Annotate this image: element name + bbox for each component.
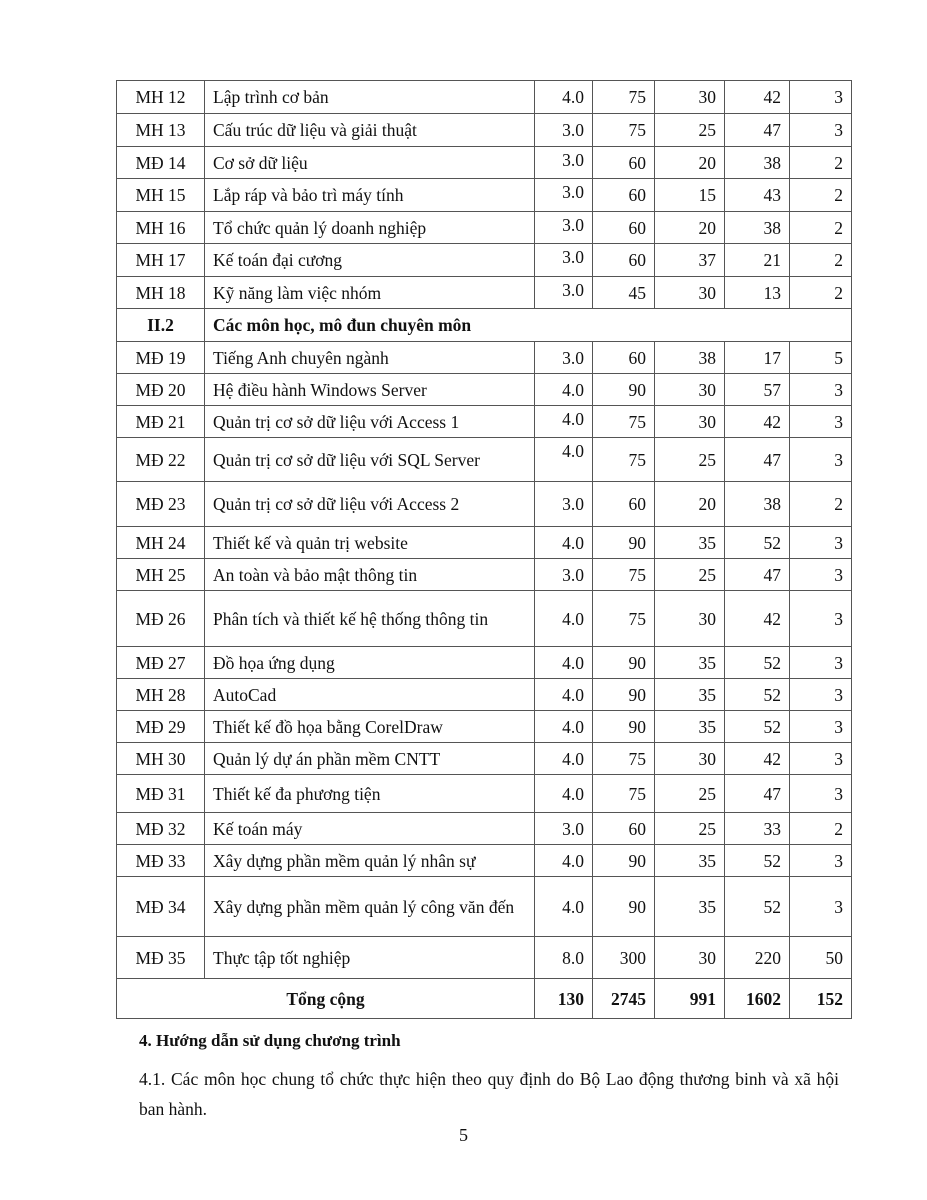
- cell-practice: 42: [725, 406, 790, 438]
- cell-exam: 3: [790, 679, 852, 711]
- cell-theory: 30: [655, 81, 725, 114]
- cell-total: 75: [593, 559, 655, 591]
- cell-name: Lắp ráp và bảo trì máy tính: [205, 179, 535, 212]
- cell-name: Kỹ năng làm việc nhóm: [205, 277, 535, 309]
- cell-theory: 35: [655, 877, 725, 937]
- cell-theory: 30: [655, 374, 725, 406]
- cell-exam: 3: [790, 743, 852, 775]
- cell-practice: 17: [725, 342, 790, 374]
- cell-practice: 33: [725, 813, 790, 845]
- table-row: [117, 711, 852, 743]
- table-row: [117, 647, 852, 679]
- cell-practice: 42: [725, 591, 790, 647]
- cell-theory: 25: [655, 813, 725, 845]
- cell-name: Quản lý dự án phần mềm CNTT: [205, 743, 535, 775]
- cell-total: 75: [593, 775, 655, 813]
- cell-credits: 3.0: [535, 147, 593, 179]
- cell-credits: 3.0: [535, 482, 593, 527]
- cell-code: MH 13: [117, 114, 205, 147]
- cell-exam: 2: [790, 813, 852, 845]
- table-row: [117, 527, 852, 559]
- section-heading: 4. Hướng dẫn sử dụng chương trình: [139, 1031, 401, 1050]
- cell-exam: 3: [790, 647, 852, 679]
- cell-code: MĐ 22: [117, 438, 205, 482]
- cell-name: Phân tích và thiết kế hệ thống thông tin: [205, 591, 535, 647]
- table-row: [117, 775, 852, 813]
- cell-exam: 3: [790, 559, 852, 591]
- cell-theory: 20: [655, 212, 725, 244]
- cell-credits: 4.0: [535, 438, 593, 482]
- cell-exam: 3: [790, 438, 852, 482]
- table-row: [117, 179, 852, 212]
- cell-credits: 3.0: [535, 244, 593, 277]
- cell-practice: 38: [725, 212, 790, 244]
- cell-total: 90: [593, 374, 655, 406]
- cell-code: MĐ 34: [117, 877, 205, 937]
- section-paragraph: 4.1. Các môn học chung tổ chức thực hiện theo quy định do Bộ Lao động thương binh và xã hội ban hành.: [139, 1069, 839, 1119]
- table-row: [117, 406, 852, 438]
- cell-practice: 52: [725, 679, 790, 711]
- cell-code: MĐ 19: [117, 342, 205, 374]
- cell-name: An toàn và bảo mật thông tin: [205, 559, 535, 591]
- cell-total: 75: [593, 743, 655, 775]
- cell-code: MĐ 14: [117, 147, 205, 179]
- cell-name: Đồ họa ứng dụng: [205, 647, 535, 679]
- cell-practice: 47: [725, 438, 790, 482]
- cell-code: MĐ 33: [117, 845, 205, 877]
- cell-credits: 3.0: [535, 114, 593, 147]
- cell-name: AutoCad: [205, 679, 535, 711]
- total-practice: 1602: [725, 979, 790, 1019]
- cell-theory: 38: [655, 342, 725, 374]
- cell-total: 75: [593, 438, 655, 482]
- cell-practice: 47: [725, 559, 790, 591]
- table-row: [117, 877, 852, 937]
- cell-total: 90: [593, 647, 655, 679]
- table-row: [117, 212, 852, 244]
- cell-exam: 3: [790, 114, 852, 147]
- cell-practice: 52: [725, 877, 790, 937]
- cell-credits: 4.0: [535, 591, 593, 647]
- cell-exam: 2: [790, 179, 852, 212]
- cell-credits: 4.0: [535, 647, 593, 679]
- cell-theory: 15: [655, 179, 725, 212]
- cell-practice: 13: [725, 277, 790, 309]
- cell-practice: 52: [725, 711, 790, 743]
- cell-theory: 25: [655, 559, 725, 591]
- cell-total: 60: [593, 813, 655, 845]
- cell-practice: 220: [725, 937, 790, 979]
- cell-total: 90: [593, 845, 655, 877]
- cell-code: MH 30: [117, 743, 205, 775]
- cell-name: Thiết kế đồ họa bằng CorelDraw: [205, 711, 535, 743]
- table-row: [117, 679, 852, 711]
- cell-theory: 35: [655, 679, 725, 711]
- cell-total: 75: [593, 591, 655, 647]
- cell-theory: 35: [655, 845, 725, 877]
- total-exam: 152: [790, 979, 852, 1019]
- cell-exam: 2: [790, 482, 852, 527]
- cell-total: 90: [593, 527, 655, 559]
- cell-total: 75: [593, 81, 655, 114]
- table-row: [117, 342, 852, 374]
- cell-theory: 20: [655, 482, 725, 527]
- cell-credits: 8.0: [535, 937, 593, 979]
- section-row: [117, 309, 852, 342]
- cell-practice: 38: [725, 482, 790, 527]
- cell-total: 75: [593, 114, 655, 147]
- cell-practice: 57: [725, 374, 790, 406]
- cell-theory: 20: [655, 147, 725, 179]
- cell-code: MĐ 31: [117, 775, 205, 813]
- cell-exam: 3: [790, 527, 852, 559]
- cell-exam: 3: [790, 374, 852, 406]
- cell-exam: 3: [790, 711, 852, 743]
- cell-name: Quản trị cơ sở dữ liệu với Access 1: [205, 406, 535, 438]
- table-row: [117, 482, 852, 527]
- cell-name: Kế toán máy: [205, 813, 535, 845]
- cell-exam: 3: [790, 877, 852, 937]
- cell-code: MH 12: [117, 81, 205, 114]
- total-theory: 991: [655, 979, 725, 1019]
- cell-credits: 4.0: [535, 845, 593, 877]
- cell-code: MĐ 27: [117, 647, 205, 679]
- cell-code: MĐ 21: [117, 406, 205, 438]
- cell-name: Tổ chức quản lý doanh nghiệp: [205, 212, 535, 244]
- cell-credits: 3.0: [535, 342, 593, 374]
- cell-practice: 52: [725, 647, 790, 679]
- cell-exam: 2: [790, 244, 852, 277]
- cell-total: 90: [593, 877, 655, 937]
- cell-theory: 30: [655, 591, 725, 647]
- cell-code: MĐ 26: [117, 591, 205, 647]
- cell-total: 90: [593, 711, 655, 743]
- cell-practice: 38: [725, 147, 790, 179]
- cell-exam: 50: [790, 937, 852, 979]
- cell-practice: 43: [725, 179, 790, 212]
- cell-total: 90: [593, 679, 655, 711]
- cell-theory: 37: [655, 244, 725, 277]
- table-row: [117, 591, 852, 647]
- cell-credits: 4.0: [535, 406, 593, 438]
- cell-theory: 35: [655, 647, 725, 679]
- section-code: II.2: [117, 309, 205, 342]
- cell-code: MH 25: [117, 559, 205, 591]
- cell-code: MH 15: [117, 179, 205, 212]
- cell-credits: 4.0: [535, 743, 593, 775]
- cell-theory: 30: [655, 743, 725, 775]
- cell-name: Xây dựng phần mềm quản lý nhân sự: [205, 845, 535, 877]
- cell-exam: 5: [790, 342, 852, 374]
- cell-exam: 2: [790, 277, 852, 309]
- table-row: [117, 277, 852, 309]
- table-row: [117, 937, 852, 979]
- cell-practice: 52: [725, 845, 790, 877]
- cell-name: Thiết kế đa phương tiện: [205, 775, 535, 813]
- cell-code: MH 28: [117, 679, 205, 711]
- cell-name: Thực tập tốt nghiệp: [205, 937, 535, 979]
- cell-total: 60: [593, 482, 655, 527]
- table-row: [117, 244, 852, 277]
- cell-code: MĐ 23: [117, 482, 205, 527]
- cell-total: 45: [593, 277, 655, 309]
- cell-code: MH 24: [117, 527, 205, 559]
- cell-name: Xây dựng phần mềm quản lý công văn đến: [205, 877, 535, 937]
- table-row: [117, 81, 852, 114]
- cell-credits: 4.0: [535, 775, 593, 813]
- cell-credits: 4.0: [535, 527, 593, 559]
- cell-code: MĐ 29: [117, 711, 205, 743]
- cell-total: 60: [593, 342, 655, 374]
- cell-exam: 2: [790, 147, 852, 179]
- cell-name: Quản trị cơ sở dữ liệu với Access 2: [205, 482, 535, 527]
- cell-total: 75: [593, 406, 655, 438]
- cell-code: MĐ 32: [117, 813, 205, 845]
- total-total: 2745: [593, 979, 655, 1019]
- cell-name: Kế toán đại cương: [205, 244, 535, 277]
- section-title: Các môn học, mô đun chuyên môn: [205, 309, 852, 342]
- cell-exam: 3: [790, 775, 852, 813]
- table-row: [117, 845, 852, 877]
- cell-exam: 2: [790, 212, 852, 244]
- cell-credits: 4.0: [535, 374, 593, 406]
- cell-total: 60: [593, 212, 655, 244]
- cell-name: Cấu trúc dữ liệu và giải thuật: [205, 114, 535, 147]
- cell-credits: 4.0: [535, 711, 593, 743]
- cell-theory: 30: [655, 277, 725, 309]
- cell-name: Tiếng Anh chuyên ngành: [205, 342, 535, 374]
- total-row: [117, 979, 852, 1019]
- cell-total: 300: [593, 937, 655, 979]
- cell-theory: 25: [655, 438, 725, 482]
- curriculum-table: [116, 80, 852, 1019]
- cell-practice: 52: [725, 527, 790, 559]
- cell-exam: 3: [790, 406, 852, 438]
- cell-name: Thiết kế và quản trị website: [205, 527, 535, 559]
- cell-code: MĐ 35: [117, 937, 205, 979]
- total-label: Tổng cộng: [117, 979, 535, 1019]
- cell-theory: 25: [655, 114, 725, 147]
- table-row: [117, 374, 852, 406]
- cell-theory: 35: [655, 711, 725, 743]
- cell-theory: 25: [655, 775, 725, 813]
- cell-name: Quản trị cơ sở dữ liệu với SQL Server: [205, 438, 535, 482]
- cell-practice: 21: [725, 244, 790, 277]
- cell-credits: 3.0: [535, 813, 593, 845]
- cell-total: 60: [593, 179, 655, 212]
- cell-total: 60: [593, 147, 655, 179]
- cell-theory: 30: [655, 937, 725, 979]
- cell-exam: 3: [790, 845, 852, 877]
- cell-code: MH 18: [117, 277, 205, 309]
- cell-name: Hệ điều hành Windows Server: [205, 374, 535, 406]
- cell-practice: 42: [725, 743, 790, 775]
- cell-exam: 3: [790, 81, 852, 114]
- cell-credits: 3.0: [535, 559, 593, 591]
- cell-practice: 47: [725, 114, 790, 147]
- table-row: [117, 114, 852, 147]
- cell-total: 60: [593, 244, 655, 277]
- table-row: [117, 147, 852, 179]
- table-row: [117, 438, 852, 482]
- table-row: [117, 559, 852, 591]
- total-credits: 130: [535, 979, 593, 1019]
- cell-credits: 4.0: [535, 679, 593, 711]
- cell-exam: 3: [790, 591, 852, 647]
- cell-code: MH 16: [117, 212, 205, 244]
- cell-name: Lập trình cơ bản: [205, 81, 535, 114]
- cell-code: MH 17: [117, 244, 205, 277]
- table-row: [117, 813, 852, 845]
- cell-credits: 4.0: [535, 81, 593, 114]
- page-number: 5: [459, 1125, 468, 1145]
- cell-practice: 42: [725, 81, 790, 114]
- table-row: [117, 743, 852, 775]
- cell-theory: 30: [655, 406, 725, 438]
- cell-credits: 3.0: [535, 277, 593, 309]
- cell-credits: 4.0: [535, 877, 593, 937]
- cell-credits: 3.0: [535, 212, 593, 244]
- cell-code: MĐ 20: [117, 374, 205, 406]
- cell-practice: 47: [725, 775, 790, 813]
- cell-credits: 3.0: [535, 179, 593, 212]
- cell-theory: 35: [655, 527, 725, 559]
- cell-name: Cơ sở dữ liệu: [205, 147, 535, 179]
